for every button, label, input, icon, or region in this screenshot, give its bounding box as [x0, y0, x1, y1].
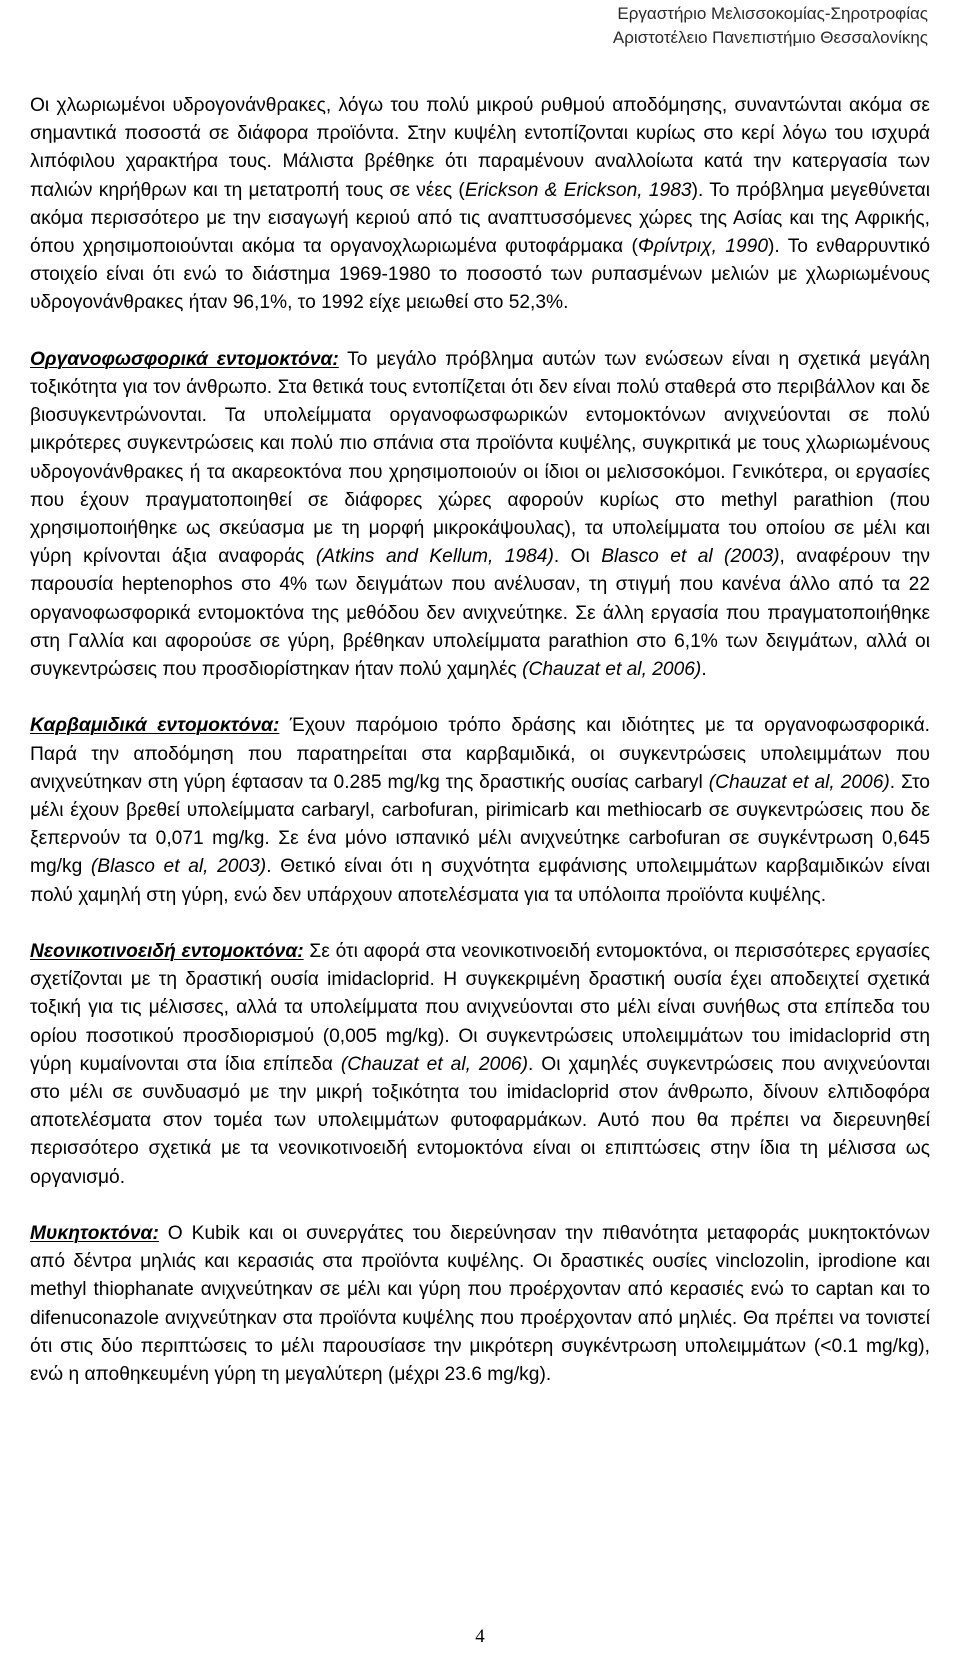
paragraph-organophosphates — [30, 346, 930, 684]
text-run: Οι χλωριωμένοι υδρογονάνθρακες, λόγω του πολύ μικρού ρυθμού αποδόμησης, συναντώνται ακόμα σε σημαντικά ποσοστά σε διάφορα προϊόντα. Στην κυψέλη εντοπίζονται κυρίως στο κερί λόγω του ισχυρά λιπόφιλου χαρακτήρα τους. Μάλιστα βρέθηκε ότι παραμένουν αναλλοίωτα κατά την κατεργασία των παλιών κηρήθρων και τη μετατροπή τους σε νέες ( — [30, 95, 930, 201]
header-university-name: Αριστοτέλειο Πανεπιστήμιο Θεσσαλονίκης — [612, 28, 928, 47]
section-lead-heading: Καρβαμιδικά εντομοκτόνα: — [30, 715, 280, 737]
section-lead-heading: Οργανοφωσφορικά εντομοκτόνα: — [30, 348, 339, 370]
text-run: , αναφέρουν την παρουσία heptenophos στο 4% των δειγμάτων που ανέλυσαν, τη στιγμή που κανένα άλλο από τα 22 οργανοφωσφορικά εντομοκτόνα της μεθόδου δεν ανιχνεύτηκε. Σε άλλη εργασία που πραγματοποιήθηκε στη Γαλλία και αφορούσε σε γύρη, βρέθηκαν υπολείμματα parathion στο 6,1% των δειγμάτων, αλλά οι συγκεντρώσεις που προσδιορίστηκαν ήταν πολύ χαμηλές — [30, 546, 931, 681]
text-run: Ο Kubik και οι συνεργάτες του διερεύνησαν την πιθανότητα μεταφοράς μυκητοκτόνων από δέντρα μηλιάς και κερασιάς στα προϊόντα κυψέλης. Οι δραστικές ουσίες vinclozolin, iprodione και methyl thiophanate ανιχνεύτηκαν σε μέλι και γύρη που προέρχονταν από κερασιές ενώ το captan και το difenuconazole ανιχνεύτηκαν στα προϊόντα κυψέλης που προέρχονταν από μηλιές. Θα πρέπει να τονιστεί ότι στις δύο περιπτώσεις το μέλι παρουσίασε την μικρότερη συγκέντρωση υπολειμμάτων (<0.1 mg/kg), ενώ η αποθηκευμένη γύρη τη μεγαλύτερη (μέχρι 23.6 mg/kg). — [30, 1223, 930, 1386]
citation: (Chauzat et al, 2006) — [522, 659, 702, 681]
citation: (Blasco et al, 2003) — [90, 856, 267, 878]
page-number: 4 — [475, 1626, 485, 1647]
text-run: . Οι χαμηλές συγκεντρώσεις που ανιχνεύονται στο μέλι σε συνδυασμό με την μικρή τοξικότητα του imidacloprid στον άνθρωπο, δίνουν ελπιδοφόρα αποτελέσματα στον τομέα των υπολειμμάτων φυτοφαρμάκων. Αυτό που θα πρέπει να διερευνηθεί περισσότερο σχετικά με τα νεονικοτινοειδή εντομοκτόνα είναι οι επιπτώσεις στην ίδια τη μέλισσα ως οργανισμό. — [30, 1053, 930, 1188]
citation: Erickson & Erickson, 1983 — [464, 179, 692, 201]
section-lead-heading: Μυκητοκτόνα: — [30, 1223, 159, 1245]
text-run: Το μεγάλο πρόβλημα αυτών των ενώσεων είναι η σχετικά μεγάλη τοξικότητα για τον άνθρωπο. Στα θετικά τους εντοπίζεται ότι δεν είναι πολύ σταθερά στο περιβάλλον και δε βιοσυγκεντρώνονται. Τα υπολείμματα οργανοφωσφωρικών εντομοκτόνων ανιχνεύονται σε πολύ μικρότερες συγκεντρώσεις και πολύ πιο σπάνια στα προϊόντα κυψέλης, συγκριτικά με τους χλωριωμένους υδρογονάνθρακες ή τα ακαρεοκτόνα που χρησιμοποιούν οι ίδιοι οι μελισσοκόμοι. Γενικότερα, οι εργασίες που έχουν πραγματοποιηθεί σε διάφορες χώρες αφορούν κυρίως στο methyl parathion (που χρησιμοποιήθηκε ως σκεύασμα με τη μορφή μικροκάψουλας), τα υπολείμματα του οποίου σε μέλι και γύρη κρίνονται άξια αναφοράς — [30, 348, 930, 568]
paragraph-chlorinated-hydrocarbons — [30, 92, 930, 318]
paragraph-carbamates — [30, 712, 930, 909]
page-header — [613, 2, 928, 50]
citation: (Atkins and Kellum, 1984) — [315, 546, 554, 568]
text-run: ). Το πρόβλημα μεγεθύνεται ακόμα περισσότερο με την εισαγωγή κεριού από τις αναπτυσσόμενες χώρες της Ασίας και της Αφρικής, όπου χρησιμοποιούνται ακόμα τα οργανοχλωριωμένα φυτοφάρμακα ( — [30, 179, 930, 258]
header-lab-name: Εργαστήριο Μελισσοκομίας-Σηροτροφίας — [617, 4, 928, 23]
paragraph-fungicides — [30, 1220, 930, 1389]
text-run: Έχουν παρόμοιο τρόπο δράσης και ιδιότητες με τα οργανοφωσφορικά. Παρά την αποδόμηση που παρατηρείται στα καρβαμιδικά, οι συγκεντρώσεις υπολειμμάτων που ανιχνεύτηκαν στη γύρη έφτασαν τα 0.285 mg/kg της δραστικής ουσίας carbaryl — [30, 715, 930, 793]
paragraph-neonicotinoids — [30, 938, 930, 1192]
text-run: Σε ότι αφορά στα νεονικοτινοειδή εντομοκτόνα, οι περισσότερες εργασίες σχετίζονται με τη δραστική ουσία imidacloprid. Η συγκεκριμένη δραστική ουσία έχει αποδειχτεί σχετικά τοξική για τις μέλισσες, αλλά τα υπολείμματα που ανιχνεύονται στο μέλι είναι συνήθως στα επίπεδα του ορίου ποσοτικού προσδιορισμού (0,005 mg/kg). Οι συγκεντρώσεις υπολειμμάτων του imidacloprid στη γύρη κυμαίνονται στα ίδια επίπεδα — [30, 941, 930, 1075]
text-run: . Θετικό είναι ότι η συχνότητα εμφάνισης υπολειμμάτων καρβαμιδικών είναι πολύ χαμηλή στη γύρη, ενώ δεν υπάρχουν αποτελέσματα για τα υπόλοιπα προϊόντα κυψέλης. — [30, 856, 930, 906]
section-lead-heading: Νεονικοτινοειδή εντομοκτόνα: — [30, 941, 304, 963]
text-run: . Οι — [553, 546, 602, 568]
text-run: . Στο μέλι έχουν βρεθεί υπολείμματα carbaryl, carbofuran, pirimicarb και methiocarb σε συγκεντρώσεις που δε ξεπερνούν τα 0,071 mg/kg. Σε ένα μόνο ισπανικό μέλι ανιχνεύτηκε carbofuran σε συγκέντρωση 0,645 mg/kg — [30, 771, 930, 878]
citation: (Chauzat et al, 2006) — [340, 1053, 528, 1075]
text-run: . — [701, 659, 707, 681]
citation: Blasco et al (2003) — [601, 546, 780, 568]
citation: Φρίντριχ, 1990 — [637, 236, 768, 258]
text-run: ). Το ενθαρρυντικό στοιχείο είναι ότι ενώ το διάστημα 1969-1980 το ποσοστό των ρυπασμένων μελιών με χλωριωμένους υδρογονάνθρακες ήταν 96,1%, το 1992 είχε μειωθεί στο 52,3%. — [30, 236, 930, 314]
document-body — [30, 92, 930, 1417]
citation: (Chauzat et al, 2006) — [708, 771, 890, 793]
